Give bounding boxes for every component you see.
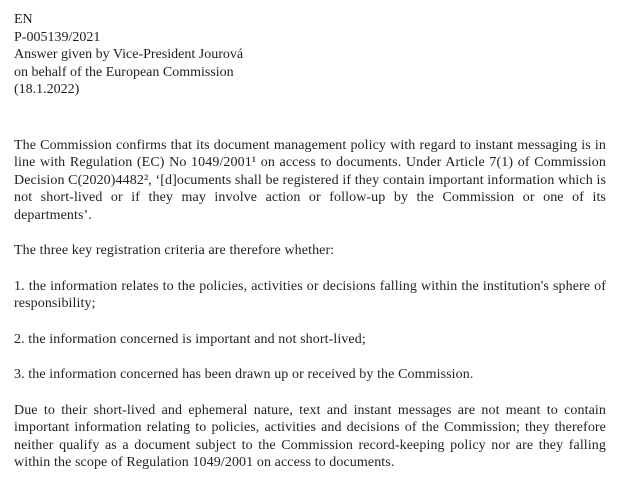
paragraph-conclusion: Due to their short-lived and ephemeral nature, text and instant messages are not meant to contain important information relating to policies, activities and decisions of the Commission; they therefore neither qualify as a document subject to the Commission record-keeping policy nor are they falling within the scope of Regulation 1049/2001 on access to documents. [14, 402, 606, 470]
paragraph-criteria-intro: The three key registration criteria are therefore whether: [14, 243, 335, 258]
list-item-criterion-2: 2. the information concerned is important and not short-lived; [14, 331, 366, 347]
paragraph-policy-confirmation: The Commission confirms that its document management policy with regard to instant messaging is in line with Regulation (EC) No 1049/2001¹ on access to documents. Under Article 7(1) of Commission Decision C(2020)4482², ‘[d]ocuments shall be registered if they contain important information which is not short-lived or if they may involve action or follow-up by the Commission or one of its departments’. [14, 137, 606, 223]
list-item-criterion-1: 1. the information relates to the policies, activities or decisions falling within the institution's sphere of responsibility; [14, 278, 606, 311]
date-line: (18.1.2022) [14, 82, 80, 97]
language-code: EN [14, 12, 33, 27]
answer-by-line: Answer given by Vice-President Jourová [14, 47, 244, 62]
list-item-criterion-3: 3. the information concerned has been drawn up or received by the Commission. [14, 367, 474, 382]
on-behalf-line: on behalf of the European Commission [14, 64, 234, 80]
document-header [14, 11, 606, 99]
reference-number: P-005139/2021 [14, 29, 101, 45]
